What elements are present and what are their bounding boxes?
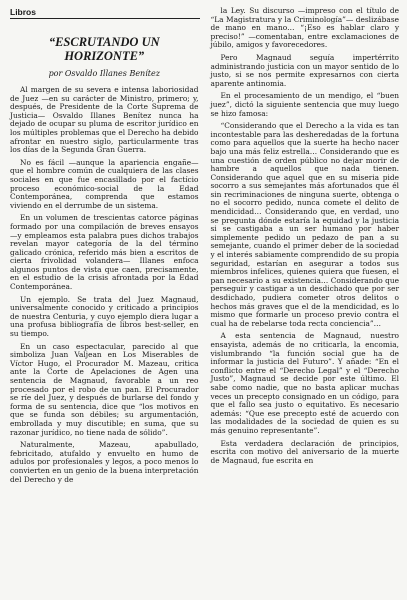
paragraph: Un ejemplo. Se trata del Juez Magnaud, universalmente conocido y criticado a principios de nuestra Centuria, y cuyo ejemplo diera lugar a una profusa bibliografía de libros best-seller, en su tiempo. — [10, 294, 199, 339]
paragraph: En el procesamiento de un mendigo, el “buen juez”, dictó la siguiente sentencia que muy luego se hizo famosa: — [210, 91, 399, 118]
paragraph: En un volumen de trescientas catorce páginas formado por una compilación de breves ensayos —y empleamos esta palabra pues dichos trabajos revelan mayor categoría de la del término galicado crónica, referido más bien a escritos de cierta frivolidad volandera— Illanes enfoca algunos puntos de vista que caen, precisamente, en el estudio de la crisis afrontada por la Edad Contemporánea. — [10, 213, 199, 292]
paragraph: No es fácil —aunque la apariencia engañe— que el hombre común de cualquiera de las clases sociales en que fue encasillado por el factício proceso económico-social de la Edad Contemporánea, comprenda que estamos viviendo en el derrumbe de un sistema. — [10, 157, 199, 210]
paragraph: Naturalmente, Mazeau, apabullado, febricitado, atufaldo y envuelto en humo de adulos por profesionales y legos, a poco menos lo convierten en un genio de la buena interpretación del Derecho y de — [10, 440, 199, 484]
paragraph: A esta sentencia de Magnaud, nuestro ensayista, además de no criticarla, la encomia, vislumbrando “la función social que ha de informar la justicia del Futuro”. Y añade: “En el conflicto entre el “Derecho Legal” y el “Derecho Justo”, Magnaud se decide por este último. El sabe como nadie, que no basta aplicar muchas veces un precepto consignado en un código, para que el fallo sea justo o equitativo. Es necesario además: “Que ese precepto esté de acuerdo con las modalidades de la sociedad de quien es su más genuino representante”. — [210, 331, 399, 435]
article-title: “ESCRUTANDO UN HORIZONTE” — [48, 35, 160, 63]
section-label: Libros — [10, 7, 36, 17]
paragraph: Al margen de su severa e intensa laboriosidad de Juez —en su carácter de Ministro, primero; y, después, de Presidente de la Corte Suprema de Justicia— Osvaldo Illanes Benítez nunca ha dejado de ocupar su pluma de escritor jurídico en los múltiples problemas que el Derecho ha debido afrontar en nuestro siglo, particularmente tras los días de la Segunda Gran Guerra. — [10, 85, 199, 155]
article-byline: por Osvaldo Illanes Benítez — [48, 69, 160, 78]
paragraph: “Considerando que el Derecho a la vida es tan incontestable para las desheredadas de la fortuna como para aquellos que la suerte ha hecho nacer bajo una más feliz estrella… Considerando que es una cuestión de orden público no dejar morir de hambre a aquellos que nada tienen. Considerando que aquel que en su miseria pide socorro a sus semejantes más afortunados que él sin recriminaciones de ninguna suerte, obtenga o no el socorro pedido, nunca comete el delito de mendicidad… Considerando que, en verdad, uno se pregunta dónde estaría la equidad y la justicia si se castigaba a un ser humano por haber simplemente pedido un pedazo de pan a su semejante, cuando el primer deber de la sociedad y el interés sabiamente comprendido de su propia seguridad, estarían en asegurar a todos sus miembros infelices, quienes quiera que fuesen, el pan necesario a su existencia… Considerando que perseguir y castigar a un desdichado que por ser desdichado, pudiera cometer otros delitos o hechos más graves que el de la mendicidad, es lo mismo que formarle un proceso previo contra el cual ha de rebelarse toda recta conciencia”… — [210, 121, 399, 328]
paragraph: Pero Magnaud seguía impertérrito administrando justicia con un mayor sentido de lo justo, si se nos permite expresarnos con cierta aparente antinomia. — [210, 52, 399, 88]
article-columns — [10, 7, 399, 595]
paragraph: Esta verdadera declaración de principios, escrita con motivo del aniversario de la muerte de Magnaud, fue escrita en — [210, 438, 399, 465]
paragraph: En un caso espectacular, parecido al que simboliza Juan Valjean en Los Miserables de Víctor Hugo, el Procurador M. Mazeau, critica ante la Corte de Apelaciones de Agen una sentencia de Magnaud, favorable a un reo procesado por el robo de un pan. El Procurador se ríe del Juez, y después de burlarse del fondo y forma de su sentencia, dice que “los motivos en que se funda son débiles; su argumentación, embrollada y muy discutible; en suma, que su razonar jurídico, no tiene nada de sólido”. — [10, 341, 199, 437]
paragraph: la Ley. Su discurso —impreso con el título de “La Magistratura y la Criminología”— deslizábase de mano en mano… “¡Eso es hablar claro y preciso!” —comentaban, entre exclamaciones de júbilo, amigos y favorecedores. — [210, 6, 399, 50]
